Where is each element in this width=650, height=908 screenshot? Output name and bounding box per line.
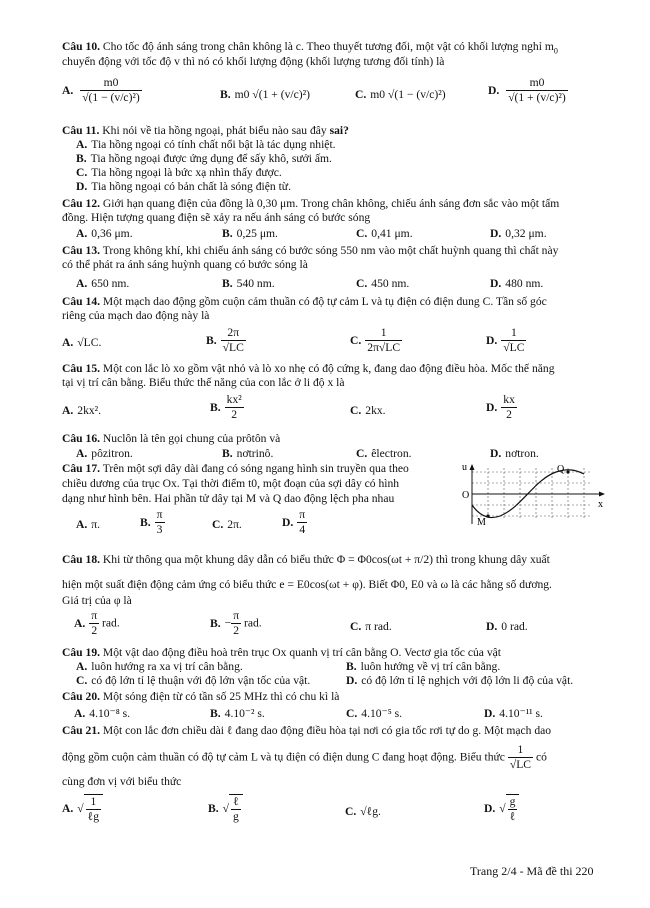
q17-option-a-label: A. (76, 518, 88, 531)
q12-stem1 (62, 197, 559, 211)
q15-option-d-num: kx (501, 393, 517, 408)
q12-option-b[interactable] (222, 227, 278, 241)
q18-option-a[interactable] (74, 609, 120, 639)
q13-option-d-label: D. (490, 277, 502, 290)
q14-option-c-num: 1 (365, 326, 402, 341)
q10-option-a-den: √(1 − (v/c)²) (82, 91, 140, 105)
q11-option-d[interactable] (76, 180, 291, 194)
q19-option-c[interactable] (76, 674, 310, 688)
q15-stem1 (62, 362, 555, 376)
q10-option-c-text: m0 √(1 − (v/c)²) (370, 88, 446, 101)
q17-label-q: Q (557, 464, 565, 475)
q12-option-c[interactable] (356, 227, 413, 241)
q20-option-b[interactable] (210, 707, 265, 721)
q16-option-a-text: pôzitron. (91, 447, 133, 460)
q19-option-b-label: B. (346, 660, 357, 673)
q17-option-a-text: π. (91, 518, 101, 531)
q15-option-d-label: D. (486, 400, 498, 414)
q20-option-a-label: A. (74, 707, 86, 720)
q11-option-b-label: B. (76, 152, 87, 165)
q18-option-d-label: D. (486, 620, 498, 633)
q14-option-b-label: B. (206, 333, 217, 347)
q13-option-b[interactable] (222, 277, 275, 291)
q11-option-c[interactable] (76, 166, 282, 180)
q19-stem (62, 646, 501, 660)
q20-option-c-label: C. (346, 707, 358, 720)
q17-option-b-label: B. (140, 515, 151, 529)
q19-option-c-label: C. (76, 674, 88, 687)
q12-option-d-text: 0,32 μm. (505, 227, 547, 240)
q14-option-d-den: √LC (503, 341, 525, 355)
q15-stem1-text: Một con lắc lò xo gồm vật nhỏ và lò xo nhẹ có độ cứng k, đang dao động điều hòa. Mốc thế năng (102, 362, 555, 375)
q11-option-c-text: Tia hồng ngoại là bức xạ nhìn thấy được. (91, 166, 282, 179)
q12-option-a-text: 0,36 μm. (91, 227, 133, 240)
q13-stem1-text: Trong không khí, khi chiếu ánh sáng có bước sóng 550 nm vào một chất huỳnh quang thì chất này (102, 244, 559, 257)
q19-option-a-text: luôn hướng ra xa vị trí cân bằng. (91, 660, 243, 673)
q12-option-a-label: A. (76, 227, 88, 240)
q10-option-a-num: m0 (80, 76, 142, 91)
q15-option-b-label: B. (210, 400, 221, 414)
q16-option-c-text: êlectron. (371, 447, 412, 460)
q21-option-c-text: √ℓg. (360, 805, 381, 818)
q10-number: Câu 10. (62, 40, 101, 53)
q10-option-b[interactable] (220, 88, 310, 102)
q14-option-d[interactable] (486, 326, 526, 356)
q13-stem2: có thể phát ra ánh sáng huỳnh quang có bước sóng là (62, 258, 308, 271)
q11-option-d-label: D. (76, 180, 88, 193)
q11-stem (62, 124, 349, 138)
q20-option-a-text: 4.10⁻⁸ s. (89, 707, 131, 720)
q12-stem1-text: Giới hạn quang điện của đồng là 0,30 μm. Trong chân không, chiếu ánh sáng đơn sắc vào một tấm (102, 197, 560, 210)
q16-number: Câu 16. (62, 432, 101, 445)
q18-stem2: hiện một suất điện động cảm ứng có biểu thức e = E0cos(ωt + φ). Biết Φ0, E0 và ω là các hằng số dương. (62, 578, 552, 591)
q17-option-a[interactable] (76, 518, 100, 532)
q10-option-d-den: √(1 + (v/c)²) (508, 91, 566, 105)
q21-option-b-label: B. (208, 802, 219, 816)
q18-option-c-text: π rad. (365, 620, 392, 633)
q16-stem (62, 432, 280, 446)
q14-option-a-label: A. (62, 336, 74, 349)
q10-option-b-label: B. (220, 88, 231, 101)
q19-option-d[interactable] (346, 674, 573, 688)
q14-option-d-label: D. (486, 333, 498, 347)
q16-option-c-label: C. (356, 447, 368, 460)
q10-option-a[interactable] (62, 76, 142, 106)
q15-option-a-text: 2kx². (77, 404, 102, 417)
q12-option-c-text: 0,41 μm. (371, 227, 413, 240)
q13-option-a-label: A. (76, 277, 88, 290)
q15-option-b[interactable] (210, 393, 244, 423)
q21-number: Câu 21. (62, 724, 101, 737)
q19-number: Câu 19. (62, 646, 101, 659)
q16-option-b-label: B. (222, 447, 233, 460)
q10-option-d[interactable] (488, 76, 568, 106)
q12-option-b-label: B. (222, 227, 233, 240)
page-footer: Trang 2/4 - Mã đề thi 220 (470, 864, 594, 878)
q18-option-c-label: C. (350, 620, 362, 633)
q13-option-b-text: 540 nm. (236, 277, 275, 290)
q10-stem1-sub: 0 (553, 46, 558, 56)
q18-option-b-unit: rad. (243, 616, 262, 630)
q19-option-d-label: D. (346, 674, 358, 687)
q13-number: Câu 13. (62, 244, 101, 257)
q14-stem2: riêng của mạch dao động này là (62, 309, 210, 322)
q16-option-d-text: nơtron. (505, 447, 539, 460)
q18-option-a-label: A. (74, 616, 86, 630)
q17-label-u: u (462, 462, 467, 473)
q14-option-b-den: √LC (222, 341, 244, 355)
q15-option-a-label: A. (62, 404, 74, 417)
q17-wave-figure (462, 462, 607, 526)
q19-option-a[interactable] (76, 660, 243, 674)
q15-option-c[interactable] (350, 404, 386, 418)
q16-option-d-label: D. (490, 447, 502, 460)
q10-option-a-label: A. (62, 83, 74, 97)
q16-option-c[interactable] (356, 447, 412, 461)
q20-option-d[interactable] (484, 707, 543, 721)
q14-option-c-label: C. (350, 333, 362, 347)
q17-option-d-label: D. (282, 515, 294, 529)
q21-stem1 (62, 724, 551, 738)
q13-option-a-text: 650 nm. (91, 277, 130, 290)
q12-option-d-label: D. (490, 227, 502, 240)
q18-number: Câu 18. (62, 553, 101, 566)
q17-option-b-den: 3 (156, 523, 163, 537)
q12-stem2: đồng. Hiện tượng quang điện sẽ xảy ra nếu ánh sáng có bước sóng (62, 211, 371, 224)
q20-stem-text: Một sóng điện từ có tần số 25 MHz thì có chu kì là (102, 690, 340, 703)
q18-stem3: Giá trị của φ là (62, 594, 132, 607)
q16-option-a-label: A. (76, 447, 88, 460)
q10-stem1: Cho tốc độ ánh sáng trong chân không là c. Theo thuyết tương đối, một vật có khối lượng nghỉ m (102, 40, 554, 53)
q19-stem-text: Một vật dao động điều hoà trên trục Ox quanh vị trí cân bằng O. Vectơ gia tốc của vật (102, 646, 501, 659)
q15-stem2: tại vị trí cân bằng. Biểu thức thế năng của con lắc ở li độ x là (62, 376, 345, 389)
q18-option-d-text: 0 rad. (501, 620, 528, 633)
q21-stem2-frac-den: √LC (509, 758, 532, 772)
q13-option-d[interactable] (490, 277, 543, 291)
q12-option-d[interactable] (490, 227, 547, 241)
q11-option-b[interactable] (76, 152, 332, 166)
q18-option-a-den: 2 (91, 624, 98, 638)
q18-option-b-label: B. (210, 616, 221, 630)
q13-stem1 (62, 244, 558, 258)
q16-option-a[interactable] (76, 447, 133, 461)
q11-stem-text: Khi nói về tia hồng ngoại, phát biểu nào sau đây (102, 124, 327, 137)
q21-stem2-frac-num: 1 (508, 743, 533, 758)
q17-label-m: M (477, 517, 486, 526)
q12-option-c-label: C. (356, 227, 368, 240)
q17-option-b-num: π (155, 508, 165, 523)
q21-option-c-label: C. (345, 805, 357, 818)
q16-option-b[interactable] (222, 447, 273, 461)
q11-option-a-text: Tia hồng ngoại có tính chất nổi bật là tác dụng nhiệt. (91, 138, 336, 151)
q17-option-c-text: 2π. (227, 518, 242, 531)
q18-option-a-num: π (89, 609, 99, 624)
q13-option-d-text: 480 nm. (505, 277, 544, 290)
q12-option-a[interactable] (76, 227, 133, 241)
q17-x-arrow (599, 492, 605, 497)
q14-option-a[interactable] (62, 336, 101, 350)
q11-stem-bold: sai? (329, 124, 349, 137)
q20-option-b-label: B. (210, 707, 221, 720)
q10-stem-line1 (62, 40, 558, 56)
q20-number: Câu 20. (62, 690, 101, 703)
q14-option-d-num: 1 (501, 326, 526, 341)
q17-option-c[interactable] (212, 518, 242, 532)
q16-stem-text: Nuclôn là tên gọi chung của prôtôn và (102, 432, 281, 445)
q18-stem1 (62, 553, 550, 567)
q14-option-c[interactable] (350, 326, 402, 356)
q18-option-b-den: 2 (233, 624, 240, 638)
q17-stem1-text: Trên một sợi dây dài đang có sóng ngang hình sin truyền qua theo (102, 462, 409, 475)
q14-option-a-text: √LC. (77, 336, 102, 349)
q10-option-d-num: m0 (506, 76, 568, 91)
q10-option-c-label: C. (355, 88, 367, 101)
q19-option-b[interactable] (346, 660, 500, 674)
q17-option-d-den: 4 (299, 523, 306, 537)
q17-option-d[interactable] (282, 508, 307, 538)
q10-stem2: chuyển động với tốc độ v thì nó có khối lượng động (khối lượng tương đối tính) là (62, 55, 445, 68)
q15-option-c-text: 2kx. (365, 404, 386, 417)
q11-option-a-label: A. (76, 138, 88, 151)
q21-option-c[interactable] (345, 805, 381, 819)
q21-stem3: cùng đơn vị với biểu thức (62, 775, 182, 788)
q21-option-b-num: ℓ (231, 795, 241, 810)
q18-option-b[interactable] (210, 609, 262, 639)
q18-option-c[interactable] (350, 620, 392, 634)
q21-option-b-den: g (233, 810, 239, 824)
q20-option-c-text: 4.10⁻⁵ s. (361, 707, 403, 720)
q19-option-a-label: A. (76, 660, 88, 673)
q19-option-d-text: có độ lớn tỉ lệ nghịch với độ lớn li độ của vật. (361, 674, 574, 687)
q17-label-x: x (598, 499, 603, 510)
q11-number: Câu 11. (62, 124, 100, 137)
q21-stem2-text: động gồm cuộn cảm thuần có độ tự cảm L và tụ điện có điện dung C đang hoạt động. Biểu thức (62, 750, 505, 764)
q13-option-c[interactable] (356, 277, 409, 291)
q21-option-d[interactable]: D. √ $\frac{g}{\text{ℓ}}$ (484, 794, 519, 825)
q21-option-b[interactable]: B. √ $\frac{\text{ℓ}}{g}$ (208, 794, 243, 825)
q10-option-b-text: m0 √(1 + (v/c)²) (234, 88, 310, 101)
q17-label-o: O (462, 490, 470, 501)
q15-option-b-den: 2 (231, 408, 238, 422)
q21-stem2-end: có (535, 750, 547, 764)
q17-option-d-num: π (297, 508, 307, 523)
q20-option-b-text: 4.10⁻² s. (224, 707, 265, 720)
q11-option-d-text: Tia hồng ngoại có bản chất là sóng điện từ. (91, 180, 291, 193)
q14-stem1-text: Một mạch dao động gồm cuộn cảm thuần có độ tự cảm L và tụ điện có điện dung C. Tần số góc (102, 295, 547, 308)
q14-stem1 (62, 295, 547, 309)
q16-option-d[interactable] (490, 447, 539, 461)
q10-option-d-label: D. (488, 83, 500, 97)
q12-option-b-text: 0,25 μm. (236, 227, 278, 240)
q17-option-b[interactable] (140, 508, 165, 538)
q21-stem1-text: Một con lắc đơn chiều dài ℓ đang dao động điều hòa tại nơi có gia tốc rơi tự do g. Một mạch dao (102, 724, 552, 737)
q18-option-d[interactable] (486, 620, 528, 634)
q17-point-q (566, 470, 569, 473)
q21-option-d-den: ℓ (509, 810, 516, 824)
q15-option-d-den: 2 (506, 408, 512, 422)
q21-stem2 (62, 743, 547, 773)
q15-option-b-num: kx² (225, 393, 244, 408)
q15-option-c-label: C. (350, 404, 362, 417)
q11-option-a[interactable] (76, 138, 336, 152)
q20-option-d-label: D. (484, 707, 496, 720)
q21-option-a-num: 1 (86, 795, 101, 810)
q17-option-c-label: C. (212, 518, 224, 531)
q20-option-c[interactable] (346, 707, 402, 721)
q21-option-a-den: ℓg (87, 810, 100, 824)
q13-option-a[interactable] (76, 277, 129, 291)
q17-stem1 (62, 462, 409, 476)
q11-option-c-label: C. (76, 166, 88, 179)
q12-number: Câu 12. (62, 197, 101, 210)
q17-point-m (486, 514, 489, 517)
q17-u-arrow (470, 464, 475, 470)
q19-option-b-text: luôn hướng về vị trí cân bằng. (360, 660, 501, 673)
q14-number: Câu 14. (62, 295, 101, 308)
q16-option-b-text: nơtrinô. (236, 447, 274, 460)
q15-number: Câu 15. (62, 362, 101, 375)
q15-option-a[interactable] (62, 404, 101, 418)
q11-option-b-text: Tia hồng ngoại được ứng dụng để sấy khô, sưởi ấm. (90, 152, 332, 165)
q14-option-b-num: 2π (221, 326, 246, 341)
q21-option-a-label: A. (62, 802, 74, 816)
q13-option-c-text: 450 nm. (371, 277, 410, 290)
q13-option-b-label: B. (222, 277, 233, 290)
q17-stem3: dạng như hình bên. Hai phần tử dây tại M và Q dao động lệch pha nhau (62, 492, 395, 505)
q21-option-d-num: g (508, 795, 518, 810)
q17-number: Câu 17. (62, 462, 101, 475)
q18-option-b-sign: − (224, 616, 232, 630)
q18-stem1-text: Khi từ thông qua một khung dây dẫn có biểu thức Φ = Φ0cos(ωt + π/2) thì trong khung dây xuất (102, 553, 550, 566)
q13-option-c-label: C. (356, 277, 368, 290)
q10-option-c[interactable] (355, 88, 446, 102)
q20-option-d-text: 4.10⁻¹¹ s. (499, 707, 543, 720)
q20-stem (62, 690, 339, 704)
q15-option-d[interactable] (486, 393, 517, 423)
q17-stem2: chiều dương của trục Ox. Tại thời điểm t0, một đoạn của sợi dây có hình (62, 477, 400, 490)
q18-option-a-unit: rad. (102, 616, 120, 630)
q14-option-b[interactable] (206, 326, 246, 356)
q21-option-d-label: D. (484, 802, 496, 816)
q21-option-a[interactable]: A. √ $\frac{1}{\text{ℓg}}$ (62, 794, 103, 825)
q19-option-c-text: có độ lớn tỉ lệ thuận với độ lớn vận tốc của vật. (91, 674, 311, 687)
q14-option-c-den: 2π√LC (367, 341, 401, 355)
q20-option-a[interactable] (74, 707, 130, 721)
q18-option-b-num: π (231, 609, 241, 624)
